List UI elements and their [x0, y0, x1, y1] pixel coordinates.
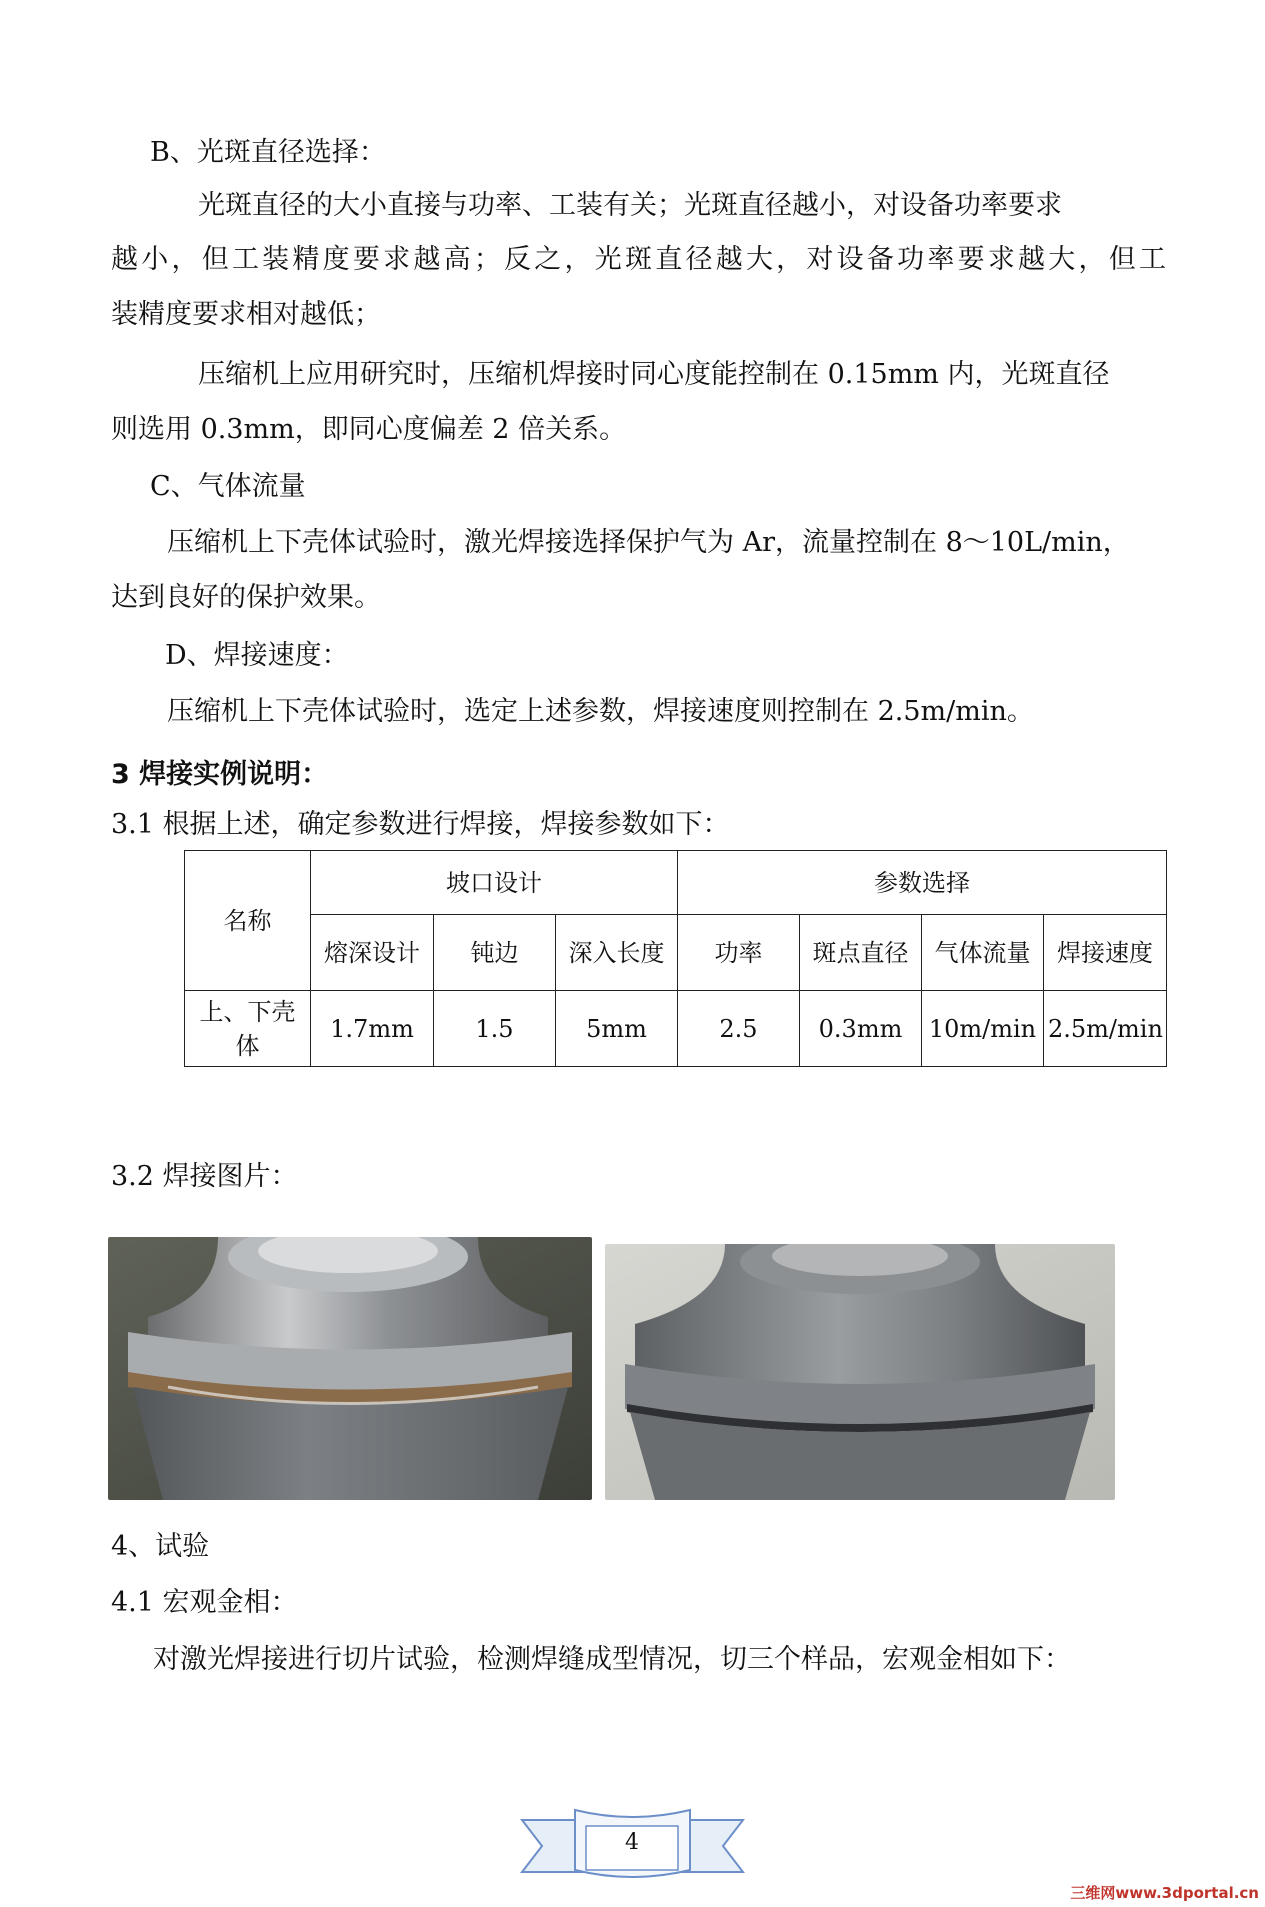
- section-3-1-title: 3.1 根据上述，确定参数进行焊接，焊接参数如下：: [111, 809, 730, 840]
- table-header-cell: 气体流量: [922, 915, 1044, 991]
- paragraph-line: 装精度要求相对越低；: [111, 299, 381, 330]
- paragraph-line: 压缩机上下壳体试验时，激光焊接选择保护气为 Ar，流量控制在 8～10L/min，: [167, 527, 1130, 558]
- table-group-params: 参数选择: [678, 851, 1167, 915]
- table-cell: 5mm: [556, 991, 678, 1067]
- table-header-cell: 深入长度: [556, 915, 678, 991]
- table-cell: 0.3mm: [800, 991, 922, 1067]
- table-cell: 2.5: [678, 991, 800, 1067]
- table-header-cell: 熔深设计: [311, 915, 434, 991]
- table-cell: 2.5m/min: [1044, 991, 1167, 1067]
- paragraph-line: 则选用 0.3mm，即同心度偏差 2 倍关系。: [111, 414, 627, 445]
- paragraph-line: 达到良好的保护效果。: [111, 582, 381, 613]
- table-header-name: 名称: [185, 851, 311, 991]
- paragraph-line: 压缩机上下壳体试验时，选定上述参数，焊接速度则控制在 2.5m/min。: [167, 696, 1034, 727]
- section-3-2-title: 3.2 焊接图片：: [111, 1161, 298, 1192]
- table-cell: 1.7mm: [311, 991, 434, 1067]
- section-c-title: C、气体流量: [150, 471, 306, 502]
- table-header-cell: 斑点直径: [800, 915, 922, 991]
- table-row-name: 上、下壳体: [185, 991, 311, 1067]
- weld-photo-right: [605, 1244, 1115, 1500]
- paragraph-line: 对激光焊接进行切片试验，检测焊缝成型情况，切三个样品，宏观金相如下：: [153, 1644, 1071, 1675]
- section-4-1-title: 4.1 宏观金相：: [111, 1587, 298, 1618]
- table-header-cell: 焊接速度: [1044, 915, 1167, 991]
- table-group-groove: 坡口设计: [311, 851, 678, 915]
- table-cell: 1.5: [434, 991, 556, 1067]
- page-number: 4: [625, 1830, 639, 1855]
- site-watermark: 三维网www.3dportal.cn: [1070, 1884, 1259, 1902]
- section-3-heading: 3 焊接实例说明：: [111, 759, 329, 790]
- table-header-cell: 钝边: [434, 915, 556, 991]
- paragraph-line: 光斑直径的大小直接与功率、工装有关；光斑直径越小，对设备功率要求: [198, 190, 1062, 221]
- paragraph-line: 越小，但工装精度要求越高；反之，光斑直径越大，对设备功率要求越大，但工: [111, 244, 1166, 275]
- welding-parameters-table: [184, 850, 1167, 1067]
- section-d-title: D、焊接速度：: [165, 640, 349, 671]
- table-row: [185, 991, 1167, 1067]
- section-4-title: 4、试验: [111, 1531, 210, 1562]
- section-b-title: B、光斑直径选择：: [150, 137, 386, 168]
- table-header-cell: 功率: [678, 915, 800, 991]
- table-cell: 10m/min: [922, 991, 1044, 1067]
- paragraph-line: 压缩机上应用研究时，压缩机焊接时同心度能控制在 0.15mm 内，光斑直径: [198, 359, 1110, 390]
- weld-photo-left: [108, 1237, 592, 1500]
